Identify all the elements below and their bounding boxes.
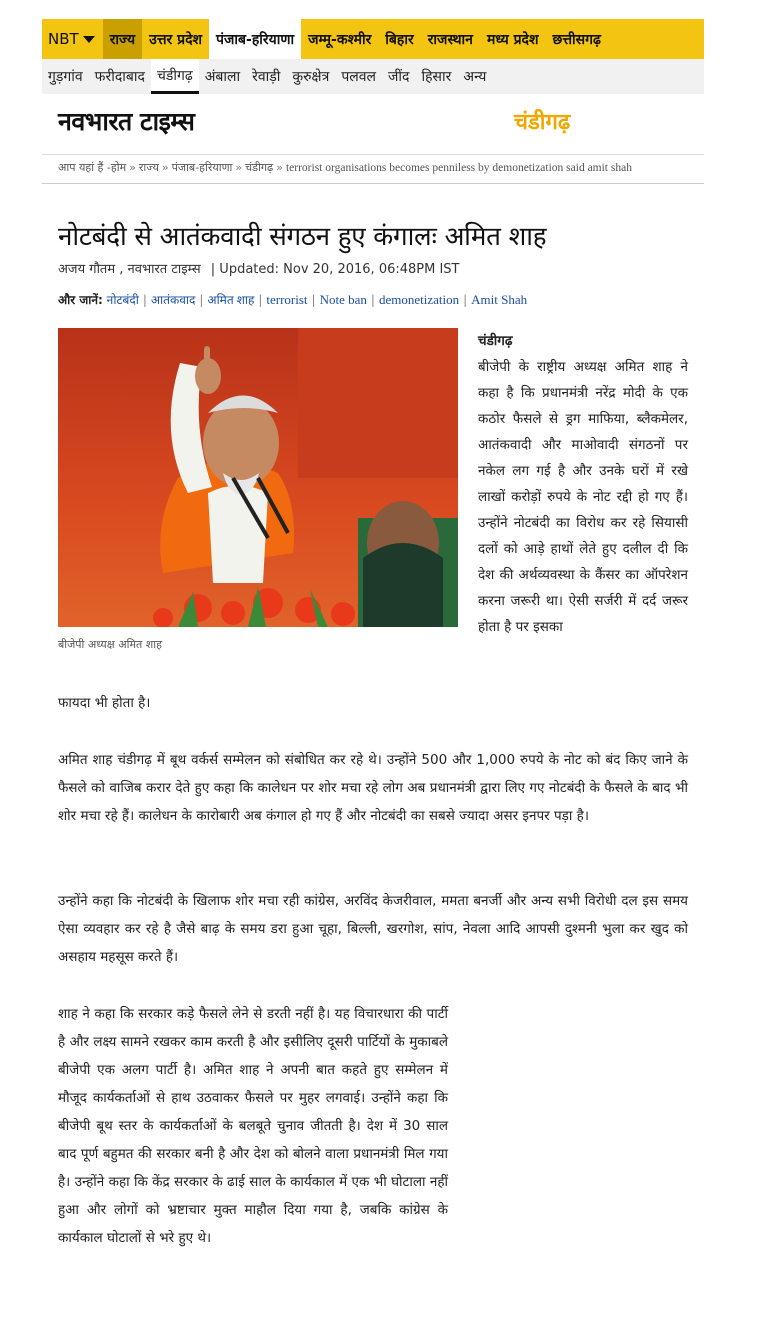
- tags-label: और जानें:: [58, 293, 103, 307]
- author-name[interactable]: अजय गौतम: [58, 262, 116, 277]
- tag-terrorist[interactable]: terrorist: [266, 292, 308, 307]
- tag-notebandi[interactable]: नोटबंदी: [106, 293, 139, 307]
- article-lead: [478, 328, 688, 640]
- nbt-logo[interactable]: नवभारत टाइम्स: [58, 107, 195, 136]
- city-item-gurgaon[interactable]: गुड़गांव: [48, 69, 83, 85]
- article-photo: [58, 328, 458, 627]
- nav-item-madhya-pradesh[interactable]: मध्य प्रदेश: [486, 31, 539, 48]
- city-item-palwal[interactable]: पलवल: [341, 69, 377, 85]
- city-item-ambala[interactable]: अंबाला: [204, 69, 241, 85]
- article-paragraph-3: उन्होंने कहा कि नोटबंदी के खिलाफ शोर मचा रही कांग्रेस, अरविंद केजरीवाल, ममता बनर्जी और अन्य सभी विरोधी दल इस समय ऐसा व्यवहार कर रहे है जैसे बाढ़ के समय डरा हुआ चूहा, बिल्ली, खरगोश, सांप, नेवला आदि आपसी दुश्मनी भुला कर खुद को असहाय महसूस करते हैं।: [58, 893, 688, 965]
- tag-note-ban[interactable]: Note ban: [319, 292, 367, 307]
- lead-tail: फायदा भी होता है।: [58, 695, 151, 711]
- city-item-kurukshetra[interactable]: कुरुक्षेत्र: [292, 69, 330, 85]
- nav-item-punjab-haryana[interactable]: पंजाब-हरियाणा: [209, 19, 301, 59]
- nav-item-rajasthan[interactable]: राजस्थान: [427, 31, 473, 48]
- nbt-label: NBT: [48, 30, 79, 48]
- photo-caption: बीजेपी अध्यक्ष अमित शाह: [58, 638, 162, 651]
- state-nav-bar: [42, 19, 704, 59]
- breadcrumb-divider: [42, 183, 704, 184]
- masthead: [42, 94, 704, 155]
- speaker-photo-illustration: [58, 328, 458, 627]
- nav-item-uttar-pradesh[interactable]: उत्तर प्रदेश: [149, 31, 203, 48]
- caret-down-icon: [83, 36, 95, 43]
- updated-timestamp: | Updated: Nov 20, 2016, 06:48PM IST: [210, 262, 460, 277]
- tag-amit-shah-hindi[interactable]: अमित शाह: [207, 293, 255, 307]
- article-paragraph-2: अमित शाह चंडीगढ़ में बूथ वर्कर्स सम्मेलन को संबोधित कर रहे थे। उन्होंने 500 और 1,000 रुपये के नोट को बंद किए जाने के फैसले को वाजिब करार देते हुए कहा कि कालेधन पर शोर मचा रहे लोग अब प्रधानमंत्री द्वारा लिए गए नोटबंदी के फैसले के बाद भी शोर मचा रहे हैं। कालेधन के कारोबारी अब कंगाल हो गए हैं और नोटबंदी का सबसे ज्यादा असर इनपर पड़ा है।: [58, 752, 688, 824]
- lead-paragraph: बीजेपी के राष्ट्रीय अध्यक्ष अमित शाह ने कहा है कि प्रधानमंत्री नरेंद्र मोदी के एक कठोर फैसले से ड्रग माफिया, ब्लैकमेलर, आतंकवादी और माओवादी संगठनों पर नकेल लग गई है और उनके घरों में रखे लाखों करोड़ों रुपये के नोट रद्दी हो गए हैं। उन्होंने नोटबंदी का विरोध कर रहे सियासी दलों को आड़े हाथों लेते हुए दलील दी कि देश की अर्थव्यवस्था के कैंसर का ऑपरेशन करना जरूरी था। ऐसी सर्जरी में दर्द जरूर होता है पर इसका: [478, 359, 688, 635]
- breadcrumb-prefix: आप यहां हैं -: [58, 161, 111, 174]
- nav-item-jammu-kashmir[interactable]: जम्मू-कश्मीर: [308, 31, 372, 48]
- breadcrumb-punjab-haryana[interactable]: पंजाब-हरियाणा: [171, 161, 233, 174]
- city-item-faridabad[interactable]: फरीदाबाद: [94, 69, 145, 85]
- tag-aatankwad[interactable]: आतंकवाद: [150, 293, 196, 307]
- city-item-jind[interactable]: जींद: [388, 69, 410, 85]
- tag-demonetization[interactable]: demonetization: [378, 292, 460, 307]
- breadcrumb-chandigarh[interactable]: चंडीगढ़: [245, 161, 274, 174]
- city-item-rewari[interactable]: रेवाड़ी: [252, 69, 281, 85]
- breadcrumb-current: terrorist organisations becomes penniless by demonetization said amit shah: [285, 162, 632, 174]
- city-item-other[interactable]: अन्य: [463, 69, 487, 85]
- breadcrumb: आप यहां हैं -होम » राज्य » पंजाब-हरियाणा » चंडीगढ़ » terrorist organisations becomes penniless by demonetization said amit shah: [58, 161, 632, 174]
- nav-item-bihar[interactable]: बिहार: [385, 31, 414, 48]
- nbt-menu-button[interactable]: [42, 19, 103, 59]
- breadcrumb-home[interactable]: होम: [110, 161, 127, 174]
- breadcrumb-rajya[interactable]: राज्य: [138, 161, 159, 174]
- city-item-chandigarh[interactable]: चंडीगढ़: [151, 59, 199, 94]
- tag-amit-shah[interactable]: Amit Shah: [471, 292, 528, 307]
- nav-item-rajya[interactable]: राज्य: [103, 19, 142, 59]
- dateline: चंडीगढ़: [478, 333, 513, 349]
- nav-item-chhattisgarh[interactable]: छत्तीसगढ़: [552, 31, 601, 48]
- author-source: , नवभारत टाइम्स: [119, 262, 201, 277]
- section-city-title[interactable]: चंडीगढ़: [514, 110, 571, 135]
- city-item-hisar[interactable]: हिसार: [421, 69, 452, 85]
- related-tags: और जानें: नोटबंदी | आतंकवाद | अमित शाह | terrorist | Note ban | demonetization | Amit Shah: [58, 292, 528, 307]
- article-paragraph-4: शाह ने कहा कि सरकार कड़े फैसले लेने से डरती नहीं है। यह विचारधारा की पार्टी है और लक्ष्य सामने रखकर काम करती है और इसीलिए दूसरी पार्टियों के मुकाबले बीजेपी एक अलग पार्टी है। अमित शाह ने अपनी बात कहते हुए सम्मेलन में मौजूद कार्यकर्ताओं से हाथ उठवाकर फैसले पर मुहर लगवाई। उन्होंने कहा कि बीजेपी बूथ स्तर के कार्यकर्ताओं के बलबूते चुनाव जीतती है। देश में 30 साल बाद पूर्ण बहुमत की सरकार बनी है और देश को बोलने वाला प्रधानमंत्री मिल गया है। उन्होंने कहा कि केंद्र सरकार के ढाई साल के कार्यकाल में एक भी घोटाला नहीं हुआ और लोगों को भ्रष्टाचार मुक्त माहौल दिया गया है, जबकि कांग्रेस के कार्यकाल घोटालों से भरे हुए थे।: [58, 1006, 448, 1246]
- article-title: नोटबंदी से आतंकवादी संगठन हुए कंगालः अमित शाह: [58, 222, 547, 252]
- article-byline: [58, 259, 460, 277]
- city-nav-bar: [42, 59, 704, 94]
